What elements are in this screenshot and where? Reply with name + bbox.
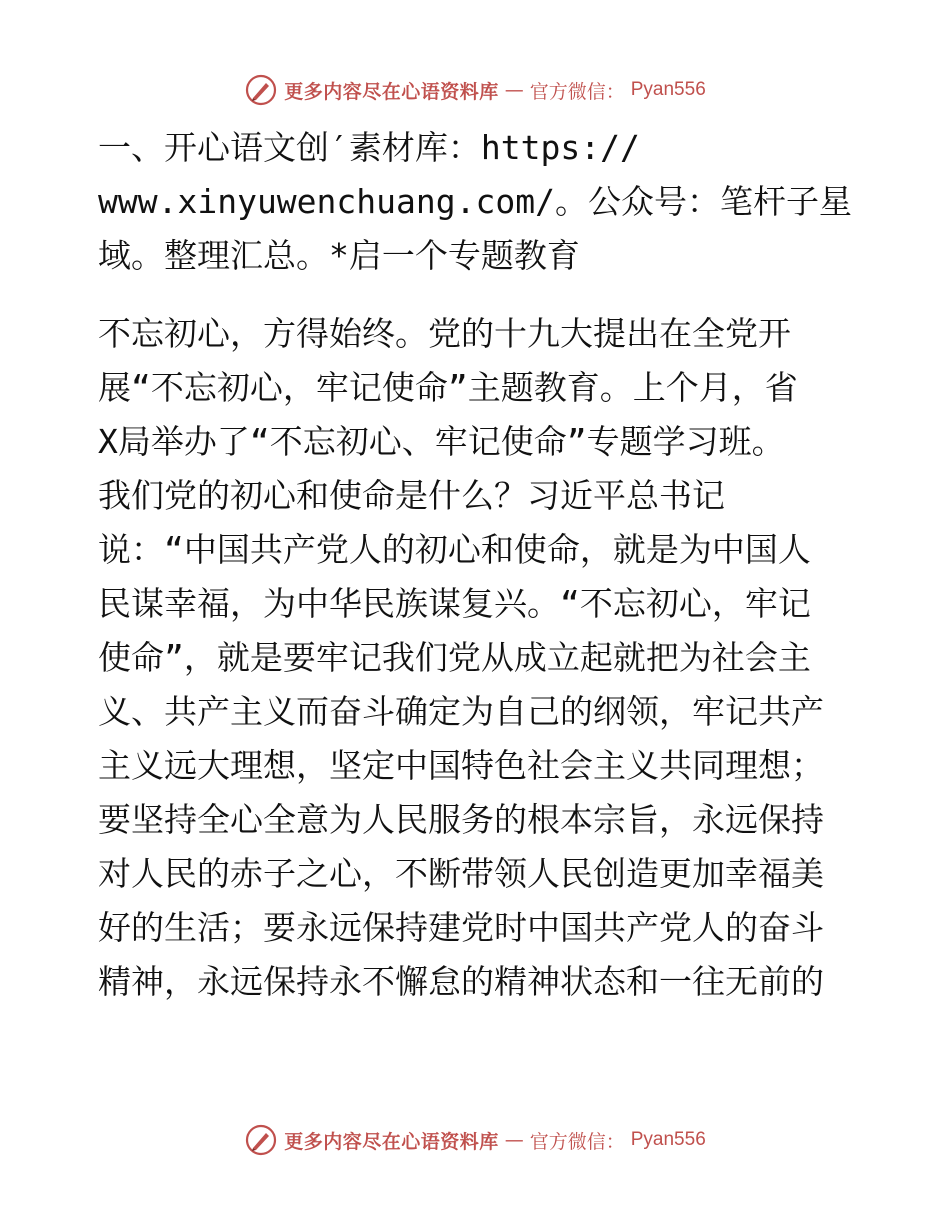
banner-text: 更多内容尽在心语资料库	[284, 1130, 499, 1153]
heading-line: www.xinyuwenchuang.com/。公众号：笔杆子星	[98, 182, 852, 221]
body-line: 使命”，就是要牢记我们党从成立起就把为社会主	[98, 638, 811, 677]
body-line: 我们党的初心和使命是什么？习近平总书记	[98, 476, 725, 515]
heading-line: 域。整理汇总。*启一个专题教育	[98, 236, 580, 275]
body-line: 不忘初心，方得始终。党的十九大提出在全党开	[98, 314, 791, 353]
body-line: 说：“中国共产党人的初心和使命，就是为中国人	[98, 530, 811, 569]
body-line: 民谋幸福，为中华民族谋复兴。“不忘初心，牢记	[98, 584, 811, 623]
banner-account-id: Pyan556	[630, 1129, 706, 1150]
header-banner	[0, 68, 950, 112]
body-line: 展“不忘初心，牢记使命”主题教育。上个月，省	[98, 368, 798, 407]
paragraph-gap	[98, 283, 858, 307]
document-body	[98, 121, 858, 1009]
banner-separator: —	[504, 1129, 524, 1151]
banner-account-label: 官方微信：	[529, 1130, 625, 1153]
banner-text: 更多内容尽在心语资料库	[284, 80, 499, 103]
footer-banner	[0, 1118, 950, 1162]
banner-account-label: 官方微信：	[529, 80, 625, 103]
body-line: 主义远大理想，坚定中国特色社会主义共同理想；	[98, 746, 824, 785]
pen-logo-icon	[244, 1123, 278, 1157]
body-line: 要坚持全心全意为人民服务的根本宗旨，永远保持	[98, 800, 824, 839]
body-line: 好的生活；要永远保持建党时中国共产党人的奋斗	[98, 908, 824, 947]
body-line: 义、共产主义而奋斗确定为自己的纲领，牢记共产	[98, 692, 824, 731]
body-line: X局举办了“不忘初心、牢记使命”专题学习班。	[98, 422, 785, 461]
banner-account-id: Pyan556	[630, 79, 706, 100]
banner-separator: —	[504, 79, 524, 101]
body-line: 精神，永远保持永不懈怠的精神状态和一往无前的	[98, 962, 824, 1001]
heading-line: 一、开心语文创′素材库：https://	[98, 128, 640, 167]
body-line: 对人民的赤子之心，不断带领人民创造更加幸福美	[98, 854, 824, 893]
pen-logo-icon	[244, 73, 278, 107]
